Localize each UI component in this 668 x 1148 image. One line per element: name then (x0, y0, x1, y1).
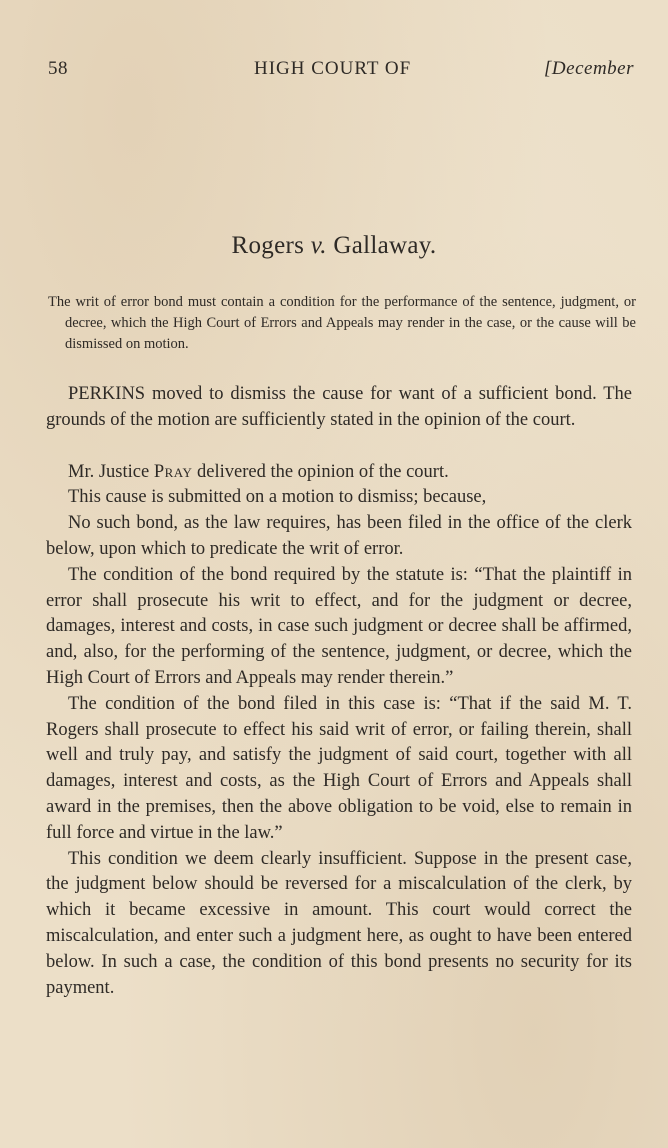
running-title: HIGH COURT OF (254, 58, 412, 79)
justice-name: Pray (153, 461, 193, 482)
case-title-defendant: Gallaway. (333, 232, 437, 259)
paragraph-statute-condition: The condition of the bond required by the statute is: “That the plaintiff in error shall prosecute his writ to effect, and for the judgment or decree, damages, interest and costs, in case such judgment or decree shall be affirmed, and, also, for the performing of the sentence, judgment, or decree, which the High Court of Errors and Appeals may render therein.” (46, 564, 632, 688)
running-header (48, 58, 634, 88)
justice-prefix: Mr. Justice (68, 461, 150, 482)
running-month: [December (544, 58, 634, 79)
page-number: 58 (48, 58, 68, 79)
headnote (48, 292, 636, 355)
paragraph-submitted: This cause is submitted on a motion to dismiss; because, (68, 487, 487, 508)
paragraph-filed-condition: The condition of the bond filed in this case is: “That if the said M. T. Rogers shall prosecute to effect his said writ of error, or failing therein, shall well and truly pay, and satisfy the judgment of said court, together with all damages, interest and costs, as the High Court of Errors and Appeals shall award in the premises, then the above obligation to be void, else to remain in full force and virtue in the law.” (46, 693, 632, 843)
justice-suffix: delivered the opinion of the court. (197, 461, 449, 482)
opinion-body (46, 382, 632, 1001)
paragraph-motion: PERKINS moved to dismiss the cause for want of a sufficient bond. The grounds of the motion are sufficiently stated in the opinion of the court. (46, 384, 632, 430)
headnote-text: The writ of error bond must contain a condition for the performance of the sentence, judgment, or decree, which the High Court of Errors and Appeals may render in the case, or the cause will be dismissed on motion. (48, 294, 636, 352)
paragraph-insufficient: This condition we deem clearly insufficient. Suppose in the present case, the judgment below should be reversed for a miscalculation of the clerk, by which it became excessive in amount. This court would correct the miscalculation, and enter such a judgment here, as ought to have been entered below. In such a case, the condition of this bond presents no security for its payment. (46, 848, 632, 998)
case-title (0, 232, 668, 260)
case-title-versus: v. (310, 232, 327, 259)
paragraph-opinion-intro (46, 460, 632, 486)
case-title-plaintiff: Rogers (231, 232, 305, 259)
paragraph-no-bond: No such bond, as the law requires, has been filed in the office of the clerk below, upon which to predicate the writ of error. (46, 513, 632, 559)
